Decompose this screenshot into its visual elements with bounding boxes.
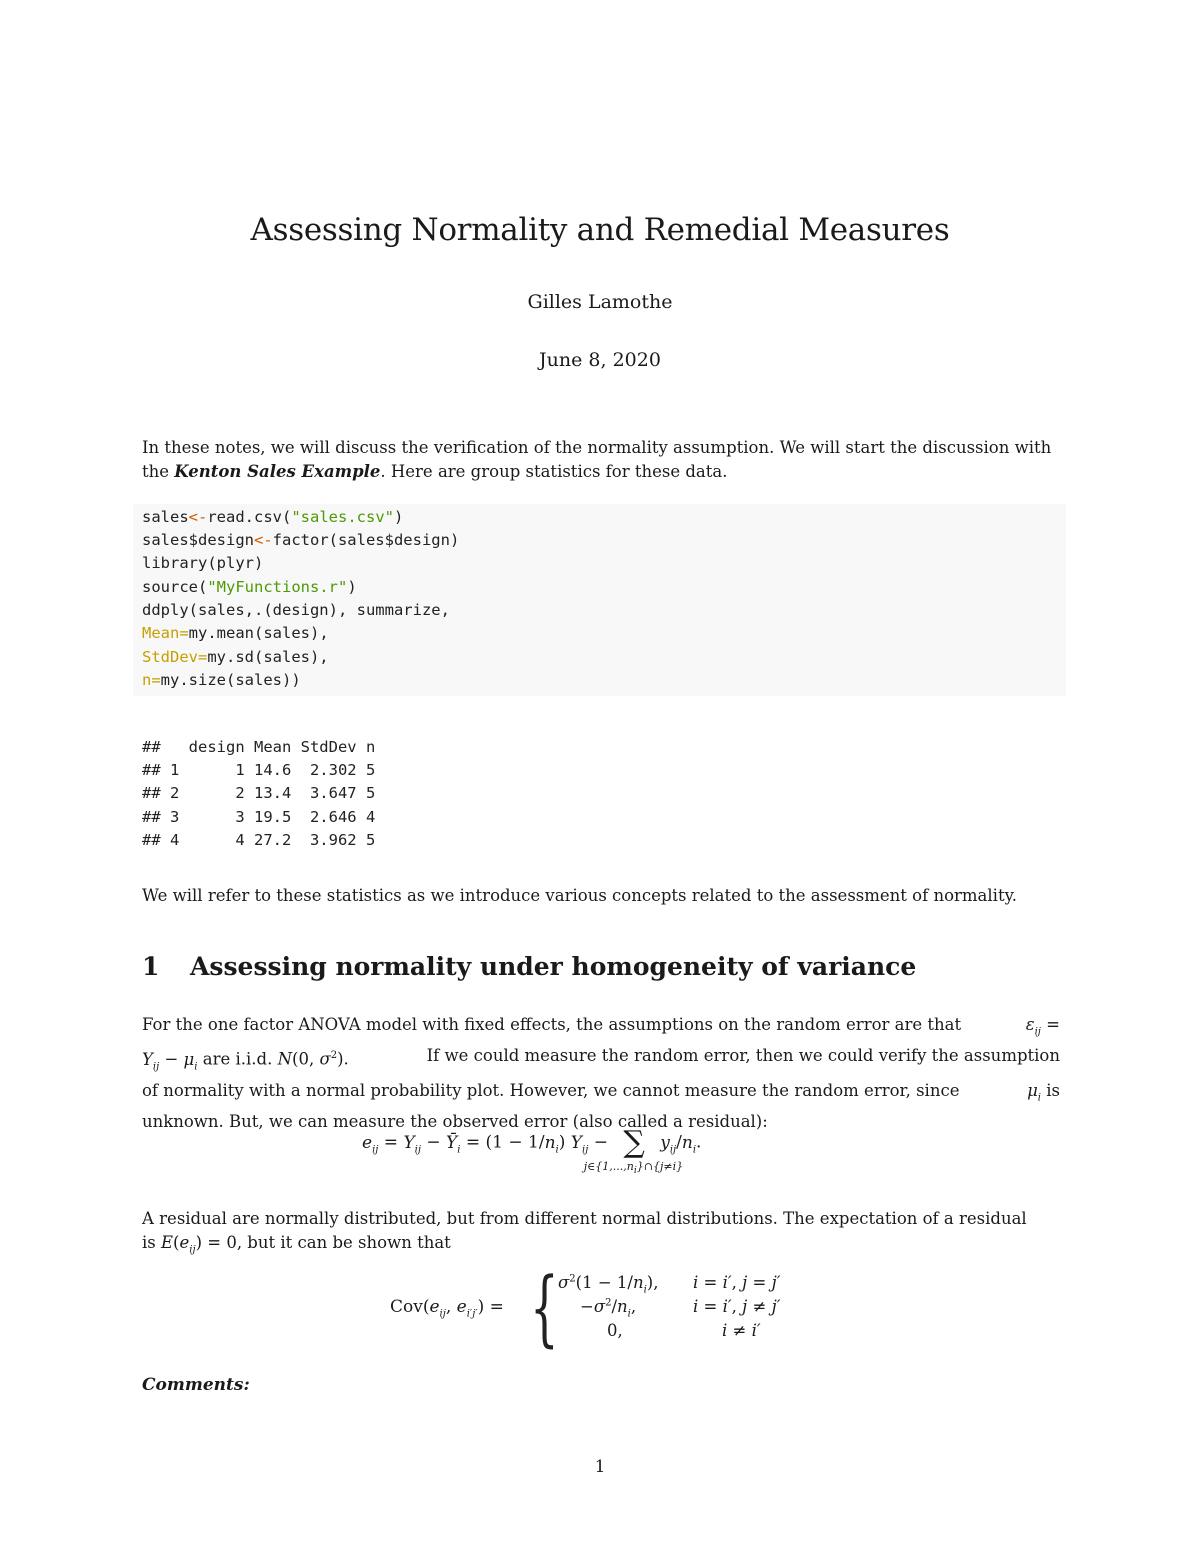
example-name: Kenton Sales Example: [174, 462, 381, 481]
inline-math: $\varepsilon_{ij}$ =: [1025, 1015, 1060, 1038]
summary-paragraph: We will refer to these statistics as we introduce various concepts related to the assessment of normality.: [142, 886, 1017, 905]
inline-math: $Y_{ij} - \mu_i$ are i.i.d. N(0, $\sigma^2$).: [142, 1049, 349, 1073]
summation-symbol: ∑ $j\in\{1,...,n_i\}\cap\{j\ne i\}$: [583, 1125, 684, 1177]
comments-label: Comments:: [142, 1375, 250, 1395]
page-number: 1: [594, 1457, 606, 1477]
body-paragraph-1: For the one factor ANOVA model with fixed effects, the assumptions on the random error are that $\varepsilon_{ij}$ = $Y_{ij} - \mu_i$ are i.i.d. N(0, $\sigma^2$). If we could measure the random error, then we could verify the assumption of normality with a normal probability plot. However, we cannot measure the random error, since $\mu_i$ is unknown. But, we can measure the observed error (also called a residual):: [142, 1015, 1060, 1132]
code-line: sales<-read.csv("sales.csv"): [142, 508, 404, 526]
output-row: ## 4 4 27.2 3.962 5: [142, 831, 376, 849]
output-row: ## 1 1 14.6 2.302 5: [142, 761, 376, 779]
case-value: $-\sigma^2/n_i$,: [580, 1297, 637, 1320]
code-line: StdDev=my.sd(sales),: [142, 648, 329, 666]
code-line: library(plyr): [142, 554, 264, 572]
case-condition: i = i′, j = j′: [693, 1273, 781, 1292]
code-line: sales$design<-factor(sales$design): [142, 531, 460, 549]
body-paragraph-2: A residual are normally distributed, but from different normal distributions. The expectation of a residual is $E(e_{ij}) = 0$, but it can be shown that: [142, 1209, 1027, 1256]
intro-line-1: In these notes, we will discuss the verification of the normality assumption. We will start the discussion with: [142, 438, 1052, 457]
case-value: 0,: [607, 1321, 623, 1340]
code-line: source("MyFunctions.r"): [142, 578, 357, 596]
case-condition: i ≠ i′: [722, 1321, 761, 1340]
intro-paragraph: In these notes, we will discuss the verification of the normality assumption. We will start the discussion with the Kenton Sales Example. Here are group statistics for these data.: [142, 438, 1052, 481]
author-name: Gilles Lamothe: [527, 291, 673, 313]
inline-math: $\mu_i$ is: [1027, 1081, 1060, 1104]
output-row: ## 2 2 13.4 3.647 5: [142, 784, 376, 802]
code-line: Mean=my.mean(sales),: [142, 624, 329, 642]
code-block: [133, 504, 1066, 696]
code-line: ddply(sales,.(design), summarize,: [142, 601, 450, 619]
paper-date: June 8, 2020: [539, 349, 661, 371]
paper-title: Assessing Normality and Remedial Measures: [250, 212, 950, 248]
left-brace: {: [530, 1261, 559, 1356]
output-row: ## 3 3 19.5 2.646 4: [142, 808, 376, 826]
case-value: $\sigma^2(1 - 1/n_i)$,: [558, 1273, 659, 1296]
section-heading: [142, 952, 916, 981]
case-condition: i = i′, j ≠ j′: [693, 1297, 781, 1316]
code-line: n=my.size(sales)): [142, 671, 301, 689]
covariance-lhs: $Cov(e_{ij}$, $e_{i'j'}$) =: [390, 1297, 504, 1320]
output-header: ## design Mean StdDev n: [142, 738, 376, 756]
section-title: Assessing normality under homogeneity of variance: [190, 952, 917, 981]
residual-equation: $e_{ij} = Y_{ij}$ − $Ȳ_i = (1 - 1/n_i) Y_{ij}$ − ∑ $j\in\{1,...,n_i\}\cap\{j\ne i\}$ $y_{ij}/n_i$.: [362, 1125, 702, 1177]
section-number: 1: [142, 952, 160, 981]
